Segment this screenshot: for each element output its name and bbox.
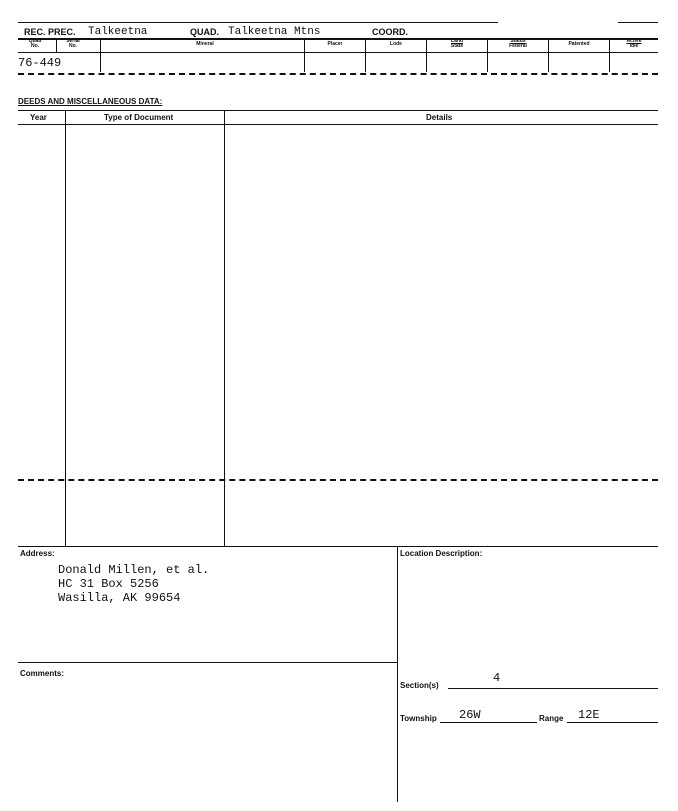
deeds-col-type: Type of Document [104, 113, 174, 122]
comments-rule [18, 662, 397, 663]
divider-active [609, 38, 610, 72]
divider-mineral [100, 38, 101, 72]
township-field-line [440, 722, 537, 723]
location-description-label: Location Description: [400, 549, 483, 558]
deeds-col-year: Year [30, 113, 47, 122]
address-label: Address: [20, 549, 55, 558]
range-field-line [567, 722, 658, 723]
range-value: 12E [578, 708, 600, 722]
col-active: Active Idle [626, 38, 642, 49]
column-header-rule [18, 52, 658, 53]
col-patented: Patented [568, 41, 590, 47]
col-land: Land State [450, 38, 464, 49]
rec-prec-value: Talkeetna [88, 26, 148, 38]
sections-value: 4 [493, 671, 501, 685]
divider-serial [56, 38, 57, 52]
header-rule [18, 38, 658, 40]
record-row-dashed-rule [18, 73, 658, 75]
deeds-top-rule [18, 110, 658, 111]
col-mineral: Mineral [196, 41, 214, 47]
divider-land [426, 38, 427, 72]
deeds-bottom-rule [18, 546, 658, 547]
divider-status [487, 38, 488, 72]
divider-lode [365, 38, 366, 72]
deeds-section-title: DEEDS AND MISCELLANEOUS DATA: [18, 97, 163, 106]
quad-value: Talkeetna Mtns [228, 26, 321, 38]
divider-placer [304, 38, 305, 72]
township-value: 26W [459, 708, 481, 722]
coord-label: COORD. [372, 27, 408, 37]
sections-field-line [448, 688, 658, 689]
col-quad-no: Quad No. [28, 38, 42, 49]
top-rule-right [618, 22, 658, 23]
col-lode: Lode [390, 41, 402, 47]
sections-label: Section(s) [400, 681, 439, 690]
col-placer: Placer [327, 41, 343, 47]
col-serial-no: Serial No. [66, 38, 80, 49]
deeds-header-rule [18, 124, 658, 125]
location-divider [397, 546, 398, 802]
deeds-dashed-rule [18, 479, 658, 481]
range-label: Range [539, 714, 564, 723]
top-rule-left [18, 22, 498, 23]
divider-patented [548, 38, 549, 72]
address-line-2: HC 31 Box 5256 [58, 577, 159, 591]
rec-prec-label: REC. PREC. [24, 27, 76, 37]
address-block [58, 563, 209, 605]
col-status: Status Federal [509, 38, 527, 49]
address-line-3: Wasilla, AK 99654 [58, 591, 181, 605]
comments-label: Comments: [20, 669, 65, 678]
deeds-col-details: Details [426, 113, 453, 122]
quad-label: QUAD. [190, 27, 219, 37]
quad-no-value: 76-449 [18, 56, 62, 70]
township-label: Township [400, 714, 437, 723]
address-line-1: Donald Millen, et al. [58, 563, 210, 577]
